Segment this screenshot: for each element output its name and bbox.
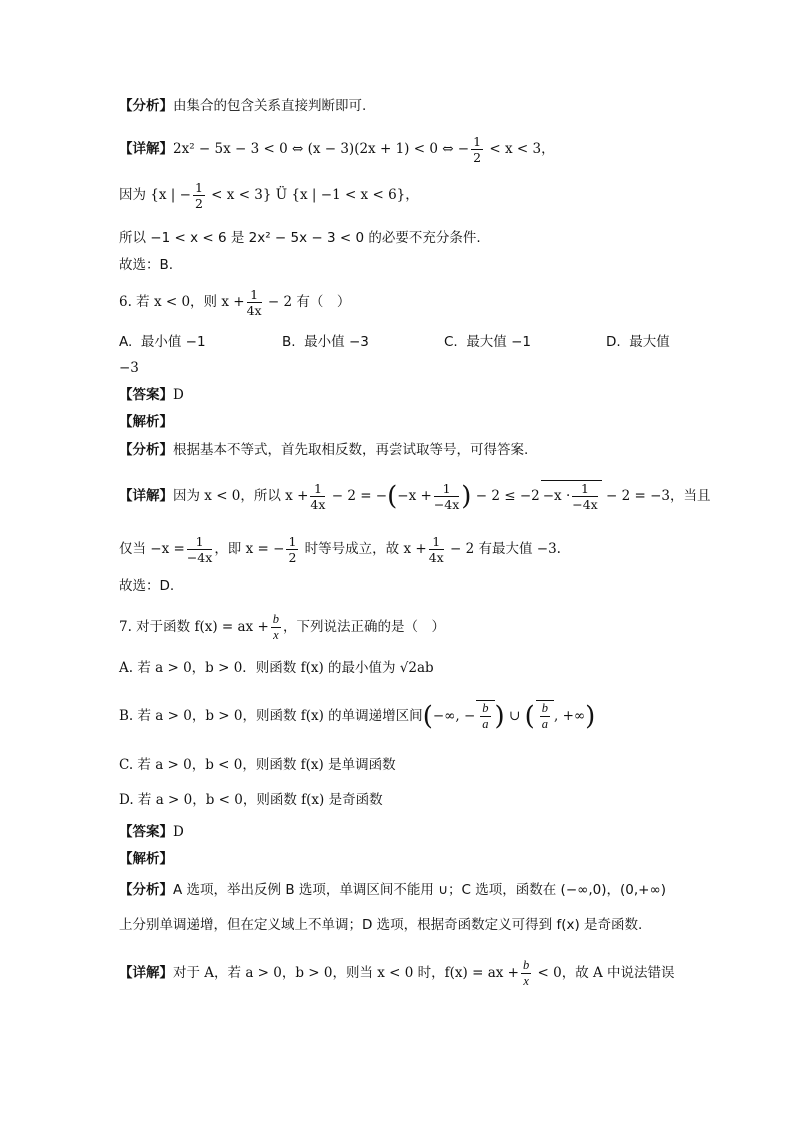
q6-option-d-cont: −3 xyxy=(119,360,139,376)
q7-stem: 7. 对于函数 f(x) = ax + $\frac{b}{x}$ ，下列说法正确的是（ ） xyxy=(119,612,446,642)
q6-parse-label: 【解析】 xyxy=(119,414,173,430)
q6-option-d: D. 最大值 xyxy=(606,334,670,350)
fraction-1-over-neg4x: $\frac{1}{-4x}$ xyxy=(186,534,213,565)
q6-stem-suffix: − 2 有（ ） xyxy=(263,294,351,310)
q6-option-b: B. 最小值 −3 xyxy=(282,334,369,350)
fraction-half: $\frac{1}{2}$ xyxy=(288,534,297,565)
q6-analysis: 【分析】根据基本不等式，首先取相反数，再尝试取等号，可得答案. xyxy=(119,442,529,458)
q7-answer: 【答案】D xyxy=(119,824,184,840)
q6-detail-line2: 仅当 −x = $\frac{1}{-4x}$ ，即 x = − $\frac{1}{2}$ 时等号成立，故 x + $\frac{1}{4x}$ − 2 有最大值 −3. xyxy=(119,534,561,565)
q7-option-b: B. 若 a > 0，b > 0，则函数 f(x) 的单调递增区间(−∞, − $\frac{b}{a}$ ) ∪ ( $\frac{b}{a}$ , +∞) xyxy=(119,701,596,732)
q5-choice: 故选：B. xyxy=(119,257,174,273)
q7-option-c: C. 若 a > 0，b < 0，则函数 f(x) 是单调函数 xyxy=(119,757,396,773)
q7-option-a: A. 若 a > 0，b > 0．则函数 f(x) 的最小值为 √2ab xyxy=(119,660,434,676)
q5-so: 所以 −1 < x < 6 是 2x² − 5x − 3 < 0 的必要不充分条件. xyxy=(119,230,481,246)
because-prefix: 因为 {x | − xyxy=(119,187,191,203)
detail-expr: 2x² − 5x − 3 < 0 ⇔ (x − 3)(2x + 1) < 0 ⇔ − xyxy=(173,141,470,157)
q6-detail: 【详解】因为 x < 0，所以 x + $\frac{1}{4x}$ − 2 = −(−x + $\frac{1}{-4x}$ ) − 2 ≤ −2 −x · $\frac{1}{-4x}$ − 2 = −3，当且 xyxy=(119,481,711,512)
fraction-1-over-4x: $\frac{1}{4x}$ xyxy=(310,481,326,512)
fraction-half: $\frac{1}{2}$ xyxy=(473,134,482,165)
analysis-text: 由集合的包含关系直接判断即可. xyxy=(173,98,367,114)
q7-analysis-line2: 上分别单调递增，但在定义域上不单调；D 选项，根据奇函数定义可得到 f(x) 是奇函数. xyxy=(119,917,643,933)
q6-option-c: C. 最大值 −1 xyxy=(444,334,532,350)
q5-analysis xyxy=(119,96,366,116)
q5-because xyxy=(119,180,419,211)
q7-analysis: 【分析】A 选项，举出反例 B 选项，单调区间不能用 ∪；C 选项，函数在 (−∞,0)，(0,+∞) xyxy=(119,882,666,898)
q7-parse-label: 【解析】 xyxy=(119,851,173,867)
q6-option-a: A. 最小值 −1 xyxy=(119,334,206,350)
q6-stem xyxy=(119,287,350,318)
fraction-1-over-neg4x: $\frac{1}{-4x}$ xyxy=(433,481,460,512)
detail-label: 【详解】 xyxy=(119,141,173,157)
fraction-1-over-4x: $\frac{1}{4x}$ xyxy=(428,534,444,565)
q5-detail xyxy=(119,134,555,165)
fraction-1-over-4x: $\frac{1}{4x}$ xyxy=(246,287,262,318)
q7-detail: 【详解】对于 A，若 a > 0，b > 0，则当 x < 0 时，f(x) = ax + $\frac{b}{x}$ < 0，故 A 中说法错误 xyxy=(119,958,675,988)
analysis-label: 【分析】 xyxy=(119,98,173,114)
q6-choice: 故选：D. xyxy=(119,578,175,594)
sqrt-expression: −x · $\frac{1}{-4x}$ xyxy=(541,480,602,512)
fraction-b-over-x: $\frac{b}{x}$ xyxy=(522,958,530,988)
q7-option-d: D. 若 a > 0，b < 0，则函数 f(x) 是奇函数 xyxy=(119,792,383,808)
q6-stem-prefix: 6. 若 x < 0，则 x + xyxy=(119,294,245,310)
because-mid: < x < 3} Ü {x | −1 < x < 6}， xyxy=(206,187,419,203)
fraction-b-over-x: $\frac{b}{x}$ xyxy=(272,612,280,642)
detail-tail: < x < 3， xyxy=(485,141,555,157)
fraction-half: $\frac{1}{2}$ xyxy=(194,180,203,211)
q6-answer: 【答案】D xyxy=(119,387,184,403)
